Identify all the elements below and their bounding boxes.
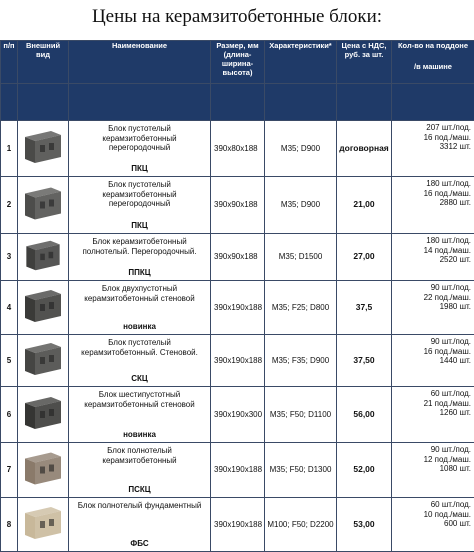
product-price: 56,00 — [337, 387, 392, 443]
page-title: Цены на керамзитобетонные блоки: — [0, 6, 474, 28]
product-code: новинка — [69, 322, 210, 332]
header-num: п/п — [1, 41, 18, 84]
table-row — [1, 281, 474, 335]
product-code: новинка — [69, 430, 210, 440]
product-quantity: 180 шт./под. 14 под./маш. 2520 шт. — [392, 234, 474, 281]
product-code: ПКЦ — [69, 164, 210, 174]
header-chars: Характеристики* — [265, 41, 337, 84]
product-characteristics: M35; D900 — [265, 121, 337, 177]
product-characteristics: M35; F50; D1300 — [265, 443, 337, 498]
block-image — [18, 177, 69, 234]
product-characteristics: M100; F50; D2200 — [265, 498, 337, 552]
row-number: 4 — [1, 281, 18, 335]
product-code: ПСКЦ — [69, 485, 210, 495]
block-image — [18, 121, 69, 177]
product-characteristics: M35; D1500 — [265, 234, 337, 281]
product-price: 52,00 — [337, 443, 392, 498]
product-name: Блок пустотелый керамзитобетонный перегородочный — [69, 180, 210, 209]
header-name: Наименование — [69, 41, 211, 84]
product-quantity: 90 шт./под. 22 под./маш. 1980 шт. — [392, 281, 474, 335]
product-code: ПКЦ — [69, 221, 210, 231]
product-name: Блок полнотелый фундаментный — [69, 501, 210, 511]
product-characteristics: M35; F50; D1100 — [265, 387, 337, 443]
product-name-cell — [69, 443, 211, 498]
row-number: 5 — [1, 335, 18, 387]
block-image — [18, 281, 69, 335]
block-image — [18, 387, 69, 443]
product-price: 27,00 — [337, 234, 392, 281]
product-characteristics: M35; F35; D900 — [265, 335, 337, 387]
concrete-block-icon — [21, 284, 65, 328]
product-price: 37,5 — [337, 281, 392, 335]
product-size: 390x190x188 — [211, 281, 265, 335]
product-name-cell — [69, 121, 211, 177]
header-qty-sub: /в машине — [392, 62, 474, 71]
product-name: Блок пустотелый керамзитобетонный перегородочный — [69, 124, 210, 153]
product-quantity: 90 шт./под. 12 под./маш. 1080 шт. — [392, 443, 474, 498]
price-table — [0, 40, 474, 552]
product-name: Блок двухпустотный керамзитобетонный стеновой — [69, 284, 210, 303]
table-row — [1, 443, 474, 498]
product-size: 390x90x188 — [211, 177, 265, 234]
product-quantity: 180 шт./под. 16 под./маш. 2880 шт. — [392, 177, 474, 234]
product-name-cell — [69, 281, 211, 335]
header-spacer — [265, 84, 337, 121]
product-quantity: 60 шт./под. 21 под./маш. 1260 шт. — [392, 387, 474, 443]
concrete-block-icon — [21, 180, 65, 227]
product-name-cell — [69, 498, 211, 552]
row-number: 1 — [1, 121, 18, 177]
product-code: ППКЦ — [69, 268, 210, 278]
product-size: 390x190x188 — [211, 335, 265, 387]
product-characteristics: M35; F25; D800 — [265, 281, 337, 335]
concrete-block-icon — [21, 501, 65, 545]
table-row — [1, 335, 474, 387]
product-code: ФБС — [69, 539, 210, 549]
block-image — [18, 335, 69, 387]
product-size: 390x190x300 — [211, 387, 265, 443]
product-quantity: 90 шт./под. 16 под./маш. 1440 шт. — [392, 335, 474, 387]
product-name: Блок полнотелый керамзитобетонный — [69, 446, 210, 465]
header-spacer — [392, 84, 474, 121]
product-quantity: 207 шт./под. 16 под./маш. 3312 шт. — [392, 121, 474, 177]
product-code: СКЦ — [69, 374, 210, 384]
table-row — [1, 177, 474, 234]
row-number: 2 — [1, 177, 18, 234]
header-spacer — [18, 84, 69, 121]
header-spacer — [69, 84, 211, 121]
row-number: 3 — [1, 234, 18, 281]
header-price: Цена с НДС, руб. за шт. — [337, 41, 392, 84]
product-name: Блок пустотелый керамзитобетонный. Стеновой. — [69, 338, 210, 357]
row-number: 6 — [1, 387, 18, 443]
header-spacer — [337, 84, 392, 121]
block-image — [18, 443, 69, 498]
product-name-cell — [69, 387, 211, 443]
product-name: Блок керамзитобетонный полнотелый. Перегородочный. — [69, 237, 210, 256]
product-price: 53,00 — [337, 498, 392, 552]
product-name-cell — [69, 335, 211, 387]
concrete-block-icon — [21, 124, 65, 170]
concrete-block-icon — [21, 446, 65, 491]
product-quantity: 60 шт./под. 10 под./маш. 600 шт. — [392, 498, 474, 552]
product-size: 390x190x188 — [211, 443, 265, 498]
table-row — [1, 121, 474, 177]
row-number: 8 — [1, 498, 18, 552]
table-row — [1, 498, 474, 552]
table-row — [1, 387, 474, 443]
product-price: договорная — [337, 121, 392, 177]
header-size: Размер, мм (длина-ширина-высота) — [211, 41, 265, 84]
block-image — [18, 498, 69, 552]
concrete-block-icon — [21, 390, 65, 436]
product-size: 390x190x188 — [211, 498, 265, 552]
product-price: 37,50 — [337, 335, 392, 387]
concrete-block-icon — [21, 237, 65, 274]
block-image — [18, 234, 69, 281]
header-qty — [392, 41, 474, 84]
product-size: 390x90x188 — [211, 234, 265, 281]
row-number: 7 — [1, 443, 18, 498]
concrete-block-icon — [21, 338, 65, 380]
header-spacer — [1, 84, 18, 121]
product-size: 390x80x188 — [211, 121, 265, 177]
header-spacer — [211, 84, 265, 121]
product-characteristics: M35; D900 — [265, 177, 337, 234]
product-name-cell — [69, 177, 211, 234]
product-price: 21,00 — [337, 177, 392, 234]
table-row — [1, 234, 474, 281]
header-qty-label: Кол-во на поддоне — [392, 41, 474, 50]
product-name-cell — [69, 234, 211, 281]
header-view: Внешний вид — [18, 41, 69, 84]
product-name: Блок шестипустотный керамзитобетонный стеновой — [69, 390, 210, 409]
